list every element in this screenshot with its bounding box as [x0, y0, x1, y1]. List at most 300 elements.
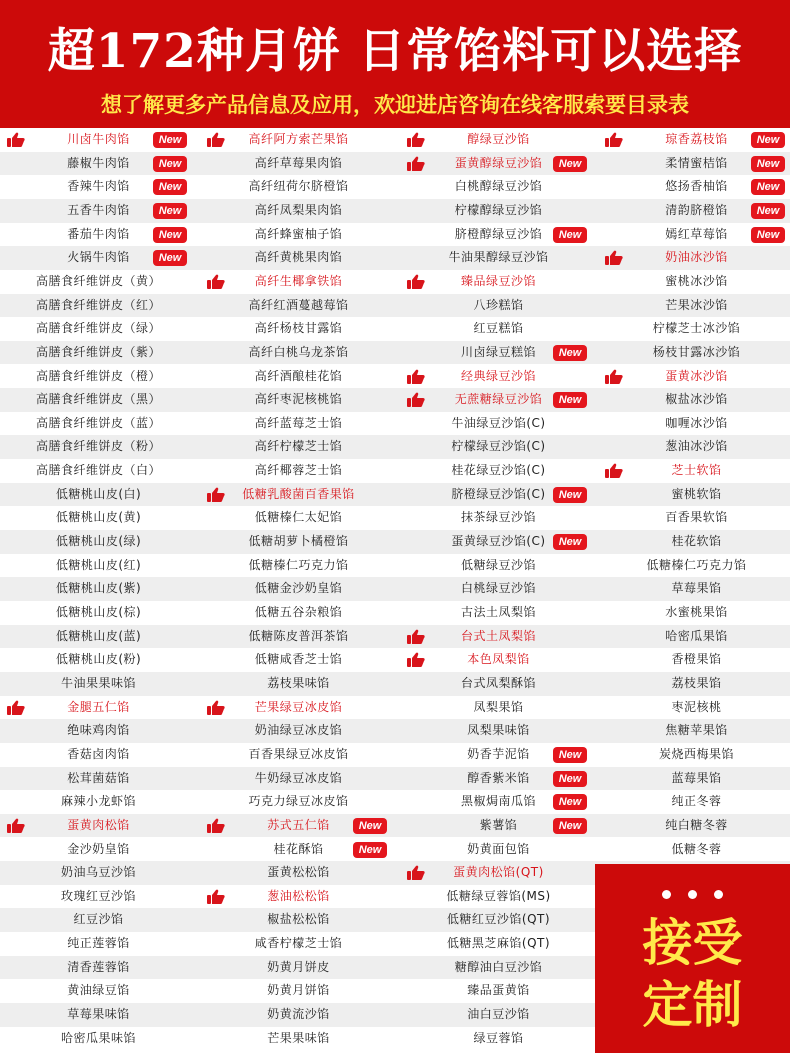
new-badge: New — [553, 227, 587, 243]
filling-item — [0, 861, 197, 885]
filling-item — [200, 885, 397, 909]
filling-item — [400, 672, 597, 696]
filling-item — [400, 577, 597, 601]
filling-name: 纯正冬蓉 — [671, 794, 722, 809]
filling-name: 抹茶绿豆沙馅 — [460, 510, 536, 525]
filling-item — [200, 932, 397, 956]
filling-name: 低糖胡萝卜橘橙馅 — [248, 534, 349, 549]
filling-item — [0, 838, 197, 862]
table-row — [0, 223, 790, 247]
filling-name: 低糖咸香芝士馅 — [254, 652, 343, 667]
table-row — [0, 672, 790, 696]
new-badge: New — [751, 179, 785, 195]
filling-name: 低糖桃山皮(白) — [55, 486, 142, 501]
filling-name: 火锅牛肉馅 — [67, 250, 130, 265]
new-badge: New — [553, 345, 587, 361]
filling-item — [400, 1027, 597, 1051]
filling-name: 香橙果馅 — [671, 652, 722, 667]
table-row — [0, 601, 790, 625]
ellipsis-icon — [662, 890, 671, 899]
filling-name: 红豆沙馅 — [73, 912, 124, 927]
filling-item — [400, 743, 597, 767]
filling-item — [200, 1003, 397, 1027]
filling-name: 红豆糕馅 — [473, 321, 524, 336]
filling-name: 高纤红酒蔓越莓馅 — [248, 297, 349, 312]
filling-item — [400, 932, 597, 956]
filling-item — [400, 483, 597, 507]
filling-name: 松茸菌菇馅 — [67, 770, 130, 785]
filling-item — [0, 175, 197, 199]
filling-name: 奶油绿豆冰皮馅 — [254, 723, 343, 738]
filling-item — [598, 152, 790, 176]
new-badge: New — [353, 818, 387, 834]
filling-item — [400, 838, 597, 862]
filling-item — [400, 412, 597, 436]
filling-item — [598, 696, 790, 720]
filling-item — [400, 341, 597, 365]
filling-name: 低糖乳酸菌百香果馅 — [242, 486, 355, 501]
filling-name: 低糖榛仁太妃馅 — [254, 510, 343, 525]
filling-item — [598, 270, 790, 294]
filling-item — [598, 767, 790, 791]
filling-item — [0, 246, 197, 270]
filling-item — [200, 601, 397, 625]
filling-name: 牛油果醇绿豆沙馅 — [448, 250, 549, 265]
filling-item — [200, 814, 397, 838]
filling-name: 巧克力绿豆冰皮馅 — [248, 794, 349, 809]
filling-name: 高纤草莓果肉馅 — [254, 155, 343, 170]
filling-item — [598, 838, 790, 862]
table-row — [0, 696, 790, 720]
filling-item — [400, 956, 597, 980]
filling-name: 低糖桃山皮(红) — [55, 557, 142, 572]
filling-item — [400, 388, 597, 412]
filling-item — [200, 530, 397, 554]
filling-item — [0, 932, 197, 956]
filling-name: 高纤黄桃果肉馅 — [254, 250, 343, 265]
filling-item — [200, 175, 397, 199]
filling-item — [598, 294, 790, 318]
filling-item — [0, 459, 197, 483]
filling-item — [400, 1003, 597, 1027]
filling-item — [200, 554, 397, 578]
table-row — [0, 625, 790, 649]
filling-name: 高纤枣泥核桃馅 — [254, 392, 343, 407]
filling-name: 桂花酥馅 — [273, 841, 324, 856]
table-row — [0, 199, 790, 223]
filling-name: 高纤酒酿桂花馅 — [254, 368, 343, 383]
page-subtitle: 想了解更多产品信息及应用，欢迎进店咨询在线客服索要目录表 — [101, 93, 689, 117]
filling-name: 番茄牛肉馅 — [67, 226, 130, 241]
filling-item — [0, 554, 197, 578]
filling-name: 低糖桃山皮(绿) — [55, 534, 142, 549]
filling-name: 柠檬绿豆沙馅(C) — [451, 439, 546, 454]
filling-item — [200, 506, 397, 530]
filling-item — [200, 459, 397, 483]
filling-item — [200, 341, 397, 365]
filling-name: 香辣牛肉馅 — [67, 179, 130, 194]
filling-item — [400, 814, 597, 838]
filling-name: 低糖桃山皮(棕) — [55, 605, 142, 619]
filling-item — [598, 625, 790, 649]
filling-name: 哈密瓜果味馅 — [60, 1030, 136, 1045]
filling-name: 低糖金沙奶皇馅 — [254, 581, 343, 596]
new-badge: New — [153, 227, 187, 243]
filling-name: 无蔗糖绿豆沙馅 — [454, 392, 543, 407]
filling-name: 椒盐松松馅 — [267, 912, 330, 927]
header-banner — [0, 0, 790, 128]
filling-name: 古法土凤梨馅 — [460, 605, 536, 619]
ellipsis-icon — [714, 890, 723, 899]
filling-name: 芒果果味馅 — [267, 1030, 330, 1045]
table-row — [0, 648, 790, 672]
filling-name: 牛奶绿豆冰皮馅 — [254, 770, 343, 785]
filling-item — [598, 577, 790, 601]
filling-name: 高纤蓝莓芝士馅 — [254, 415, 343, 430]
filling-name: 低糖桃山皮(紫) — [55, 581, 142, 596]
filling-name: 醇绿豆沙馅 — [467, 132, 530, 146]
new-badge: New — [553, 534, 587, 550]
filling-name: 川卤牛肉馅 — [67, 132, 130, 146]
filling-item — [598, 246, 790, 270]
filling-item — [0, 388, 197, 412]
new-badge: New — [553, 747, 587, 763]
filling-item — [200, 435, 397, 459]
filling-name: 川卤绿豆糕馅 — [460, 344, 536, 359]
filling-name: 高纤纽荷尔脐橙馅 — [248, 179, 349, 194]
filling-name: 高纤蜂蜜柚子馅 — [254, 226, 343, 241]
filling-name: 蛋黄松松馅 — [267, 865, 330, 880]
filling-name: 琼香荔枝馅 — [665, 132, 728, 146]
filling-item — [400, 506, 597, 530]
filling-name: 葱油冰沙馅 — [665, 439, 728, 454]
new-badge: New — [751, 132, 785, 148]
filling-item — [400, 861, 597, 885]
filling-item — [598, 388, 790, 412]
table-row — [0, 246, 790, 270]
filling-item — [0, 199, 197, 223]
filling-item — [598, 554, 790, 578]
filling-name: 百香果绿豆冰皮馅 — [248, 746, 349, 761]
filling-name: 蛋黄冰沙馅 — [665, 368, 728, 383]
filling-name: 苏式五仁馅 — [267, 817, 330, 832]
filling-name: 脐橙醇绿豆沙馅 — [454, 226, 543, 241]
filling-name: 奶油乌豆沙馅 — [60, 865, 136, 880]
filling-name: 绝味鸡肉馅 — [67, 723, 130, 738]
filling-item — [400, 601, 597, 625]
filling-item — [0, 979, 197, 1003]
filling-name: 咖喱冰沙馅 — [665, 415, 728, 430]
filling-item — [200, 979, 397, 1003]
filling-item — [200, 908, 397, 932]
filling-item — [200, 577, 397, 601]
filling-name: 高膳食纤维饼皮（白） — [35, 463, 161, 478]
filling-item — [0, 317, 197, 341]
filling-name: 低糖桃山皮(粉) — [55, 652, 142, 667]
filling-item — [0, 1027, 197, 1051]
filling-item — [598, 719, 790, 743]
filling-name: 清韵脐橙馅 — [665, 202, 728, 217]
filling-item — [200, 838, 397, 862]
filling-name: 高纤凤梨果肉馅 — [254, 202, 343, 217]
filling-name: 玫瑰红豆沙馅 — [60, 888, 136, 903]
filling-item — [200, 128, 397, 152]
filling-item — [400, 459, 597, 483]
filling-item — [598, 223, 790, 247]
filling-name: 低糖桃山皮(黄) — [55, 510, 142, 525]
table-row — [0, 483, 790, 507]
filling-item — [400, 885, 597, 909]
filling-item — [0, 1003, 197, 1027]
filling-item — [0, 530, 197, 554]
new-badge: New — [553, 156, 587, 172]
filling-name: 椒盐冰沙馅 — [665, 392, 728, 407]
filling-name: 油白豆沙馅 — [467, 1007, 530, 1022]
new-badge: New — [553, 794, 587, 810]
new-badge: New — [553, 487, 587, 503]
filling-name: 柠檬醇绿豆沙馅 — [454, 202, 543, 217]
filling-name: 荔枝果味馅 — [267, 675, 330, 690]
filling-item — [400, 317, 597, 341]
filling-name: 高纤椰蓉芝士馅 — [254, 463, 343, 478]
filling-name: 低糖黑芝麻馅(QT) — [446, 936, 551, 951]
table-row — [0, 152, 790, 176]
ellipsis-icon — [688, 890, 697, 899]
filling-name: 牛油绿豆沙馅(C) — [451, 415, 546, 430]
filling-name: 桂花绿豆沙馅(C) — [451, 463, 546, 478]
filling-name: 高膳食纤维饼皮（紫） — [35, 344, 161, 359]
filling-name: 百香果软馅 — [665, 510, 728, 525]
filling-item — [0, 483, 197, 507]
table-row — [0, 743, 790, 767]
new-badge: New — [553, 771, 587, 787]
filling-name: 炭烧西梅果馅 — [658, 746, 734, 761]
table-row — [0, 175, 790, 199]
filling-name: 奶香芋泥馅 — [467, 746, 530, 761]
filling-name: 柔情蜜桔馅 — [665, 155, 728, 170]
filling-item — [598, 341, 790, 365]
table-row — [0, 388, 790, 412]
filling-name: 蛋黄肉松馅(QT) — [453, 865, 544, 880]
filling-name: 白桃绿豆沙馅 — [460, 581, 536, 596]
filling-name: 臻品蛋黄馅 — [467, 983, 530, 998]
filling-item — [400, 175, 597, 199]
filling-item — [200, 719, 397, 743]
filling-item — [200, 412, 397, 436]
filling-name: 草莓果馅 — [671, 581, 722, 596]
filling-name: 焦糖苹果馅 — [665, 723, 728, 738]
table-row — [0, 317, 790, 341]
filling-item — [400, 979, 597, 1003]
filling-name: 低糖冬蓉 — [671, 841, 722, 856]
filling-name: 蛋黄肉松馅 — [67, 817, 130, 832]
page-title: 超172种月饼 日常馅料可以选择 — [47, 24, 743, 79]
new-badge: New — [153, 156, 187, 172]
filling-name: 水蜜桃果馅 — [665, 605, 728, 619]
filling-name: 高纤生椰拿铁馅 — [254, 273, 343, 288]
filling-item — [200, 270, 397, 294]
table-row — [0, 128, 790, 152]
filling-name: 蓝莓果馅 — [671, 770, 722, 785]
filling-item — [598, 743, 790, 767]
filling-name: 高纤杨枝甘露馅 — [254, 321, 343, 336]
filling-item — [0, 790, 197, 814]
filling-name: 高纤阿方索芒果馅 — [248, 132, 349, 146]
filling-item — [200, 743, 397, 767]
filling-item — [0, 743, 197, 767]
filling-item — [0, 270, 197, 294]
filling-name: 台式凤梨酥馅 — [460, 675, 536, 690]
filling-name: 八珍糕馅 — [473, 297, 524, 312]
filling-name: 黄油绿豆馅 — [67, 983, 130, 998]
new-badge: New — [153, 203, 187, 219]
filling-item — [0, 412, 197, 436]
filling-item — [598, 483, 790, 507]
filling-name: 低糖红豆沙馅(QT) — [446, 912, 551, 927]
filling-name: 蛋黄醇绿豆沙馅 — [454, 155, 543, 170]
filling-item — [0, 719, 197, 743]
filling-item — [0, 601, 197, 625]
filling-item — [0, 577, 197, 601]
filling-name: 杨枝甘露冰沙馅 — [652, 344, 741, 359]
filling-name: 糖醇油白豆沙馅 — [454, 959, 543, 974]
table-row — [0, 838, 790, 862]
filling-name: 高纤白桃乌龙茶馅 — [248, 344, 349, 359]
new-badge: New — [751, 227, 785, 243]
filling-item — [0, 696, 197, 720]
filling-name: 悠扬香柚馅 — [665, 179, 728, 194]
filling-name: 高膳食纤维饼皮（粉） — [35, 439, 161, 454]
filling-item — [200, 648, 397, 672]
filling-name: 蜜桃冰沙馅 — [665, 273, 728, 288]
filling-item — [400, 625, 597, 649]
filling-item — [400, 648, 597, 672]
filling-item — [0, 365, 197, 389]
custom-text-line1: 接受 — [642, 913, 743, 972]
filling-name: 葱油松松馅 — [267, 888, 330, 903]
filling-name: 草莓果味馅 — [67, 1007, 130, 1022]
filling-item — [598, 530, 790, 554]
filling-item — [598, 317, 790, 341]
filling-item — [598, 672, 790, 696]
filling-item — [400, 790, 597, 814]
filling-item — [200, 365, 397, 389]
new-badge: New — [353, 842, 387, 858]
filling-name: 低糖绿豆沙馅 — [460, 557, 536, 572]
new-badge: New — [153, 250, 187, 266]
filling-item — [598, 435, 790, 459]
filling-name: 臻品绿豆沙馅 — [460, 273, 536, 288]
filling-item — [0, 223, 197, 247]
filling-name: 蜜桃软馅 — [671, 486, 722, 501]
filling-item — [200, 388, 397, 412]
filling-name: 咸香柠檬芝士馅 — [254, 936, 343, 951]
filling-item — [0, 767, 197, 791]
filling-name: 绿豆蓉馅 — [473, 1030, 524, 1045]
filling-item — [200, 294, 397, 318]
table-row — [0, 767, 790, 791]
filling-item — [400, 223, 597, 247]
filling-item — [0, 648, 197, 672]
filling-name: 芒果冰沙馅 — [665, 297, 728, 312]
filling-item — [200, 152, 397, 176]
filling-name: 低糖桃山皮(蓝) — [55, 628, 142, 643]
filling-name: 高膳食纤维饼皮（蓝） — [35, 415, 161, 430]
filling-item — [400, 719, 597, 743]
filling-item — [200, 625, 397, 649]
new-badge: New — [153, 179, 187, 195]
filling-item — [400, 696, 597, 720]
filling-item — [0, 152, 197, 176]
table-row — [0, 412, 790, 436]
filling-item — [0, 908, 197, 932]
filling-name: 凤梨果馅 — [473, 699, 524, 714]
filling-item — [200, 246, 397, 270]
filling-name: 麻辣小龙虾馅 — [60, 794, 136, 809]
table-row — [0, 365, 790, 389]
filling-item — [400, 152, 597, 176]
filling-item — [0, 128, 197, 152]
filling-name: 高纤柠檬芝士馅 — [254, 439, 343, 454]
filling-name: 纯正莲蓉馅 — [67, 936, 130, 951]
filling-item — [200, 1027, 397, 1051]
filling-name: 高膳食纤维饼皮（黑） — [35, 392, 161, 407]
filling-name: 荔枝果馅 — [671, 675, 722, 690]
filling-name: 嫣红草莓馅 — [665, 226, 728, 241]
new-badge: New — [751, 156, 785, 172]
new-badge: New — [751, 203, 785, 219]
filling-name: 低糖绿豆蓉馅(MS) — [446, 888, 551, 903]
filling-name: 奶黄面包馅 — [467, 841, 530, 856]
filling-item — [200, 672, 397, 696]
filling-name: 脐橙绿豆沙馅(C) — [451, 486, 546, 501]
table-row — [0, 530, 790, 554]
filling-name: 台式土凤梨馅 — [460, 628, 536, 643]
filling-name: 柠檬芝士冰沙馅 — [652, 321, 741, 336]
filling-item — [598, 790, 790, 814]
filling-name: 蛋黄绿豆沙馅(C) — [451, 534, 546, 549]
table-row — [0, 814, 790, 838]
filling-name: 低糖榛仁巧克力馅 — [646, 557, 747, 572]
table-row — [0, 506, 790, 530]
filling-item — [200, 199, 397, 223]
filling-item — [598, 175, 790, 199]
filling-name: 奶黄流沙馅 — [267, 1007, 330, 1022]
table-row — [0, 435, 790, 459]
filling-name: 奶黄月饼馅 — [267, 983, 330, 998]
filling-name: 芒果绿豆冰皮馅 — [254, 699, 343, 714]
filling-item — [200, 317, 397, 341]
filling-item — [400, 199, 597, 223]
filling-item — [598, 128, 790, 152]
filling-item — [0, 294, 197, 318]
filling-item — [0, 885, 197, 909]
filling-item — [200, 956, 397, 980]
new-badge: New — [153, 132, 187, 148]
filling-name: 枣泥核桃 — [671, 699, 722, 714]
filling-name: 低糖榛仁巧克力馅 — [248, 557, 349, 572]
filling-name: 白桃醇绿豆沙馅 — [454, 179, 543, 194]
filling-item — [200, 483, 397, 507]
filling-name: 凤梨果味馅 — [467, 723, 530, 738]
filling-item — [200, 696, 397, 720]
filling-item — [598, 648, 790, 672]
table-row — [0, 270, 790, 294]
filling-item — [200, 767, 397, 791]
filling-name: 高膳食纤维饼皮（黄） — [35, 273, 161, 288]
filling-item — [200, 223, 397, 247]
filling-item — [400, 530, 597, 554]
